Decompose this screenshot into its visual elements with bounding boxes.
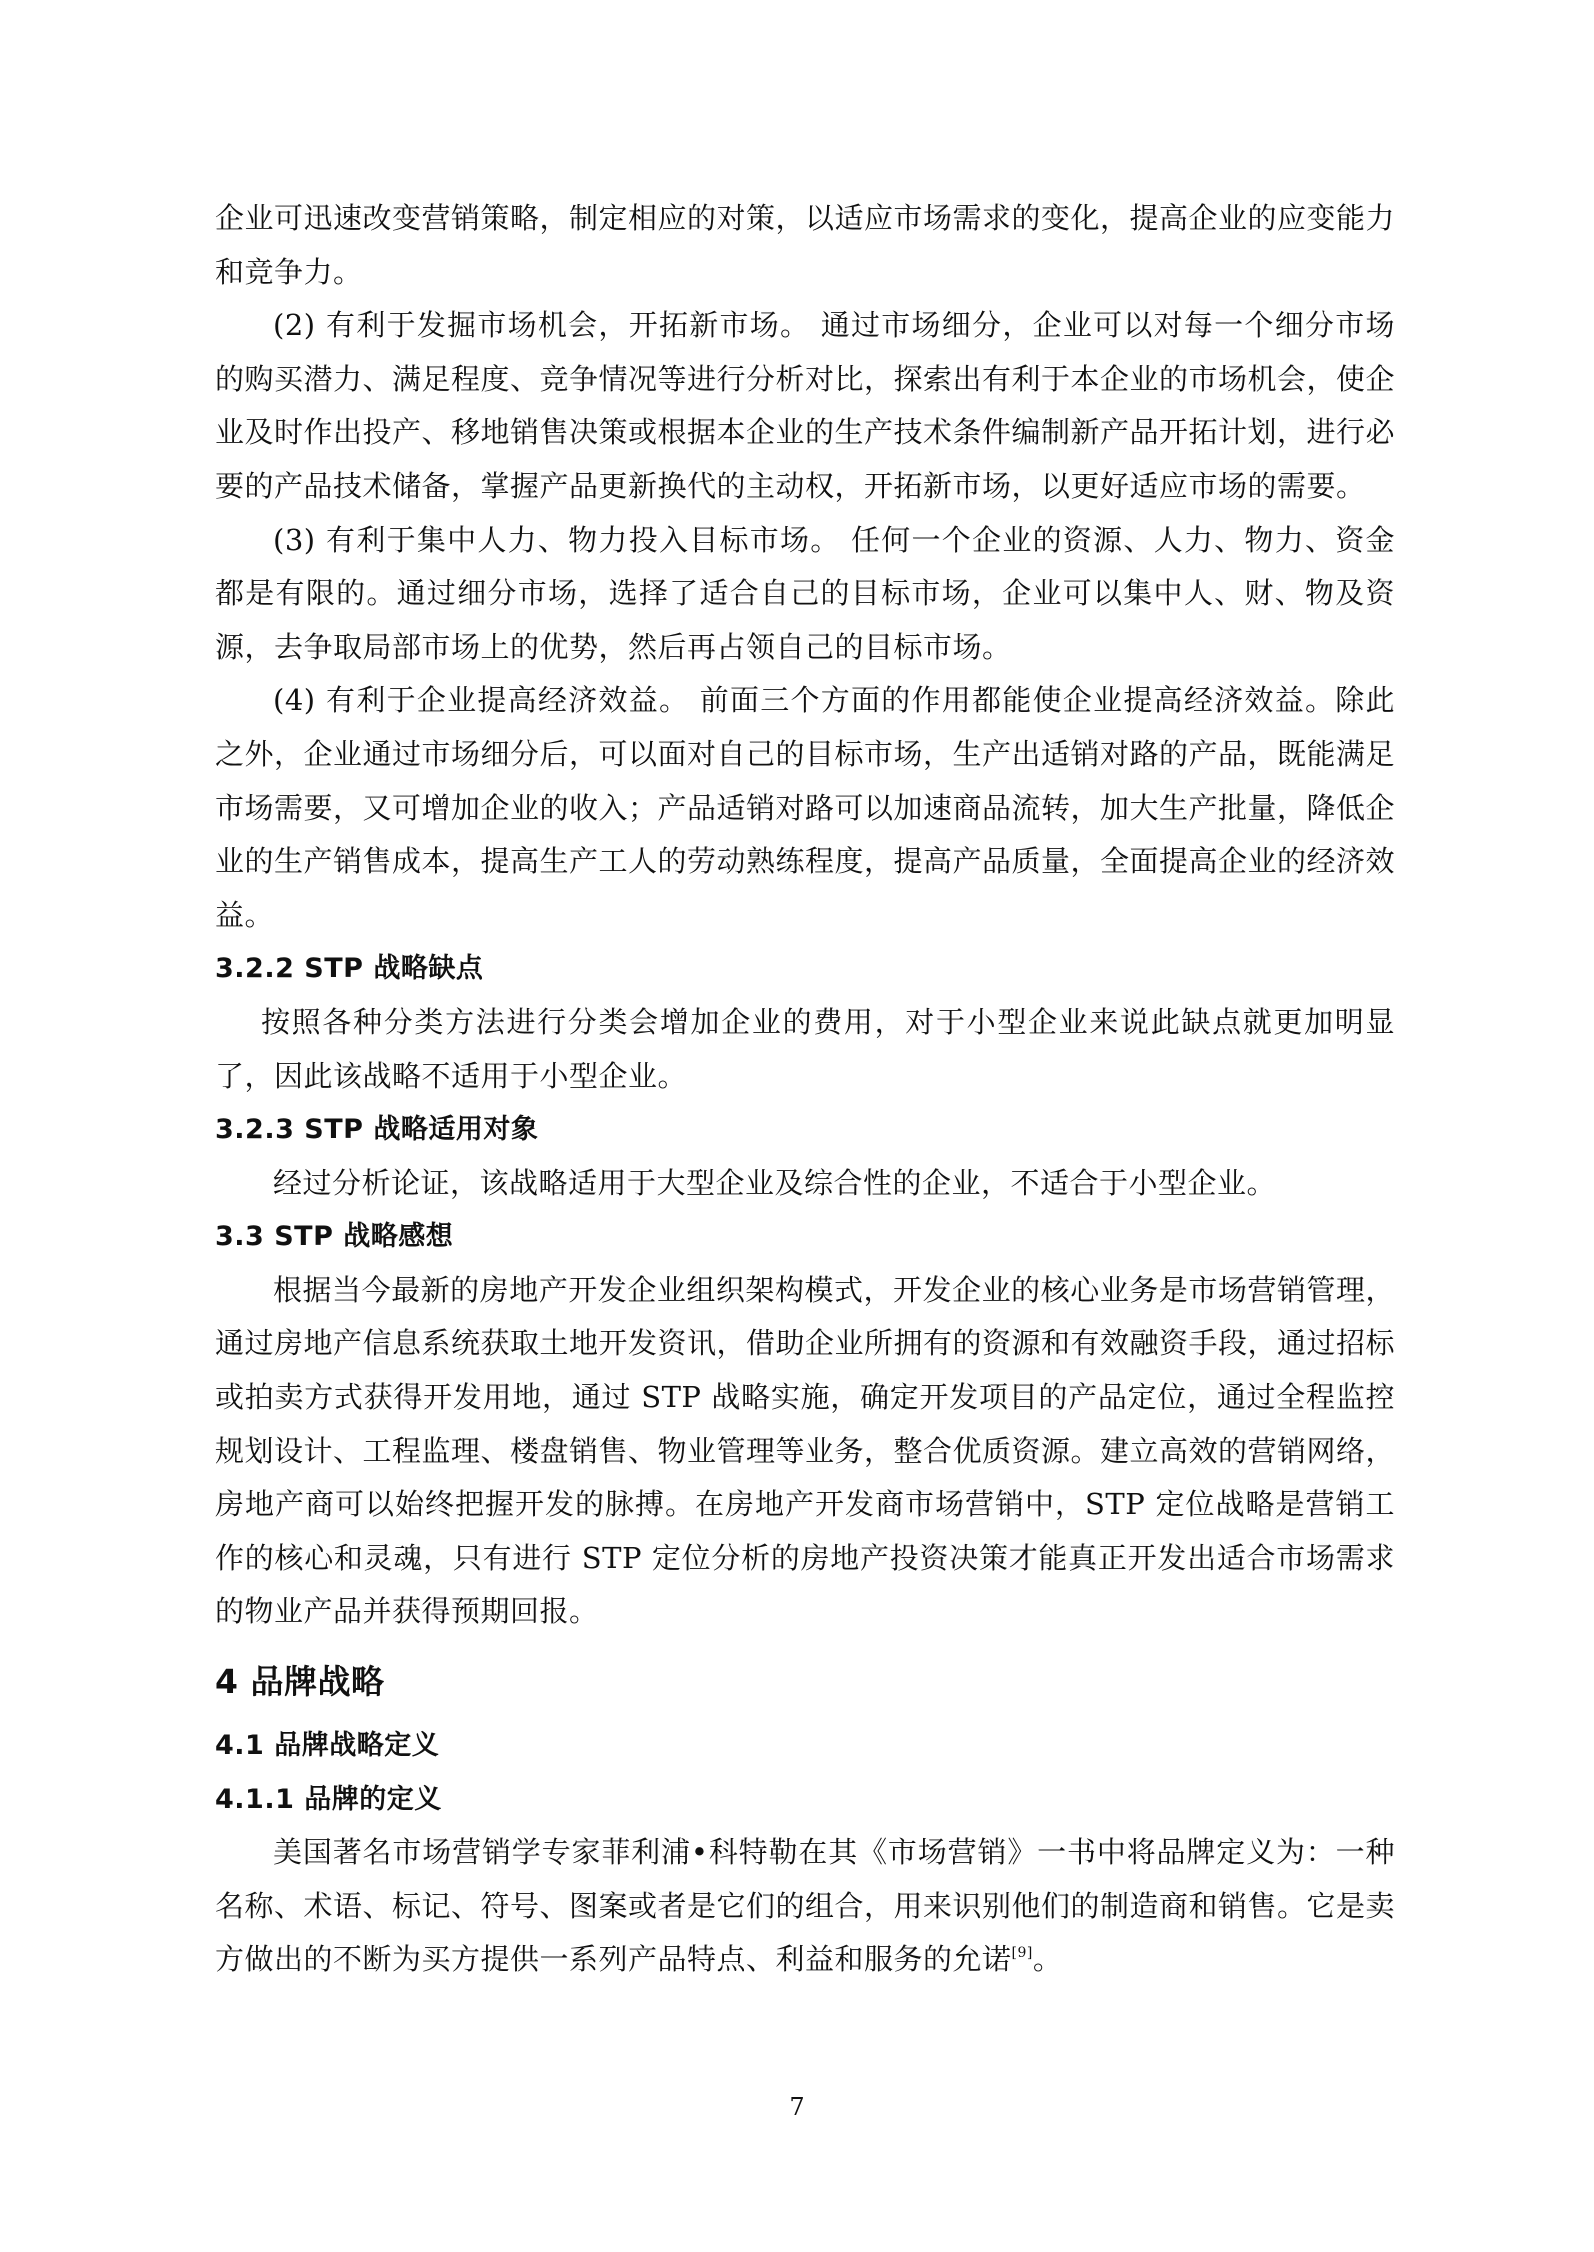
page-body xyxy=(215,192,1395,1987)
citation-marker: [9] xyxy=(1011,1945,1033,1962)
paragraph-stp-disadvantages: 按照各种分类方法进行分类会增加企业的费用，对于小型企业来说此缺点就更加明显了，因此该战略不适用于小型企业。 xyxy=(215,1004,1395,1093)
paragraph-continuation: 企业可迅速改变营销策略，制定相应的对策，以适应市场需求的变化，提高企业的应变能力和竞争力。 xyxy=(215,201,1396,289)
paragraph-point-2: (2) 有利于发掘市场机会，开拓新市场。 通过市场细分，企业可以对每一个细分市场的购买潜力、满足程度、竞争情况等进行分析对比，探索出有利于本企业的市场机会，使企业及时作出投产、移地销售决策或根据本企业的生产技术条件编制新产品开拓计划，进行必要的产品技术储备，掌握产品更新换代的主动权，开拓新市场，以更好适应市场的需要。 xyxy=(215,308,1396,503)
brand-definition-text: 美国著名市场营销学专家菲利浦•科特勒在其《市场营销》一书中将品牌定义为：一种名称、术语、标记、符号、图案或者是它们的组合，用来识别他们的制造商和销售。它是卖方做出的不断为买方提供一系列产品特点、利益和服务的允诺 xyxy=(215,1835,1396,1977)
heading-4-1-1: 4.1.1 品牌的定义 xyxy=(215,1783,442,1815)
heading-3-3: 3.3 STP 战略感想 xyxy=(215,1221,454,1253)
page-number: 7 xyxy=(789,2093,805,2121)
paragraph-stp-reflection: 根据当今最新的房地产开发企业组织架构模式，开发企业的核心业务是市场营销管理，通过房地产信息系统获取土地开发资讯，借助企业所拥有的资源和有效融资手段，通过招标或拍卖方式获得开发用地，通过 STP 战略实施，确定开发项目的产品定位，通过全程监控规划设计、工程监理、楼盘销售、物业管理等业务，整合优质资源。建立高效的营销网络，房地产商可以始终把握开发的脉搏。在房地产开发商市场营销中，STP 定位战略是营销工作的核心和灵魂，只有进行 STP 定位分析的房地产投资决策才能真正开发出适合市场需求的物业产品并获得预期回报。 xyxy=(215,1272,1396,1629)
heading-3-2-3: 3.2.3 STP 战略适用对象 xyxy=(215,1114,539,1146)
paragraph-point-4: (4) 有利于企业提高经济效益。 前面三个方面的作用都能使企业提高经济效益。除此之外，企业通过市场细分后，可以面对自己的目标市场，生产出适销对路的产品，既能满足市场需要，又可增加企业的收入；产品适销对路可以加速商品流转，加大生产批量，降低企业的生产销售成本，提高生产工人的劳动熟练程度，提高产品质量，全面提高企业的经济效益。 xyxy=(215,683,1396,932)
heading-chapter-4: 4 品牌战略 xyxy=(215,1662,385,1702)
heading-4-1: 4.1 品牌战略定义 xyxy=(215,1730,440,1762)
paragraph-stp-applicable: 经过分析论证，该战略适用于大型企业及综合性的企业，不适合于小型企业。 xyxy=(273,1165,1277,1200)
paragraph-point-3: (3) 有利于集中人力、物力投入目标市场。 任何一个企业的资源、人力、物力、资金都是有限的。通过细分市场，选择了适合自己的目标市场，企业可以集中人、财、物及资源，去争取局部市场上的优势，然后再占领自己的目标市场。 xyxy=(215,522,1395,664)
brand-definition-end: 。 xyxy=(1032,1942,1063,1977)
paragraph-brand-definition xyxy=(215,1826,1395,1987)
heading-3-2-2: 3.2.2 STP 战略缺点 xyxy=(215,953,484,985)
